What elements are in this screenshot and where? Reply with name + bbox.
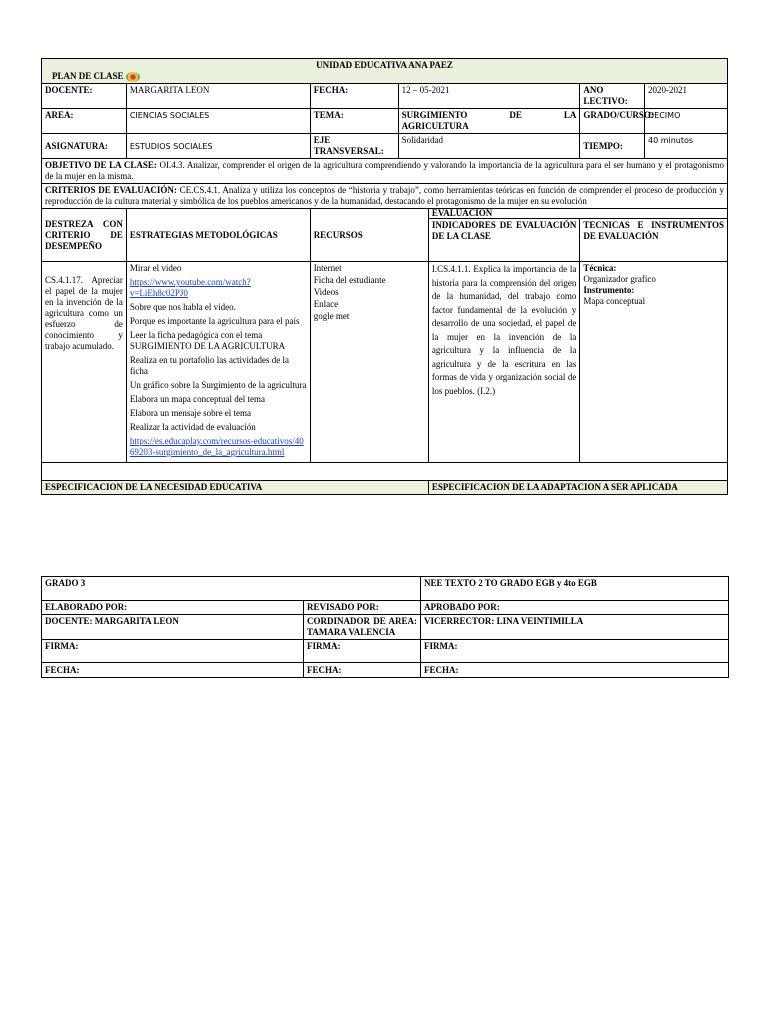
ano-value: 2020-2021	[645, 84, 728, 109]
coordinador-signature: CORDINADOR DE AREA: TAMARA VALENCIA	[304, 615, 421, 640]
header-row	[42, 59, 728, 84]
firma-coordinador: FIRMA:	[304, 640, 421, 663]
instrumento-label: Instrumento:	[583, 285, 635, 295]
firma-docente: FIRMA:	[42, 640, 304, 663]
criterios-text: CE.CS.4.1. Analiza y utiliza los conceptos de “historia y trabajo”, como herramientas teóricas en función de comprender el proceso de producción y reproducción de la cultura material y simbólica de los pueblos americanos y de la humanidad, destacando el protagonismo de la mujer en su evolución	[45, 185, 724, 206]
youtube-link[interactable]: https://www.youtube.com/watch?v=LiEh8c02PJ0	[129, 277, 251, 298]
instrumento-value: Mapa conceptual	[583, 296, 646, 306]
estrategia-item: Mirar el video	[129, 263, 182, 273]
lesson-plan-table	[41, 58, 728, 495]
estrategia-item: Realiza en tu portafolio las actividades de la ficha	[129, 355, 290, 376]
fecha-coordinador: FECHA:	[304, 663, 421, 678]
col-destreza: DESTREZA CON CRITERIO DE DESEMPEÑO	[42, 209, 127, 262]
tema-label: TEMA:	[310, 109, 398, 134]
grado-label: GRADO/CURSO:	[580, 109, 645, 134]
fecha-docente: FECHA:	[42, 663, 304, 678]
recurso-item: gogle met	[313, 311, 350, 321]
school-seal-icon	[126, 72, 140, 82]
eje-value: Solidaridad	[398, 134, 580, 159]
col-indicadores: INDICADORES DE EVALUACIÓN DE LA CLASE	[428, 219, 580, 262]
estrategia-item: Elabora un mapa conceptual del tema	[129, 394, 266, 404]
institution-name: UNIDAD EDUCATIVA ANA PAEZ	[316, 60, 453, 70]
recurso-item: Enlace	[313, 299, 339, 309]
adaptacion-aplicada: ESPECIFICACION DE LA ADAPTACION A SER APLICADA	[428, 481, 727, 495]
recurso-item: Internet	[313, 263, 342, 273]
estrategia-item: Sobre que nos habla el video.	[129, 302, 236, 312]
elaborado-por: ELABORADO POR:	[42, 601, 304, 615]
fecha-label: FECHA:	[310, 84, 398, 109]
estrategia-item: Un gráfico sobre la Surgimiento de la agricultura	[129, 380, 307, 390]
col-tecnicas: TECNICAS E INSTRUMENTOS DE EVALUACIÓN	[580, 219, 728, 262]
criterios-row	[42, 184, 728, 209]
docente-value: MARGARITA LEON	[126, 84, 310, 109]
objetivo-label: OBJETIVO DE LA CLASE:	[45, 160, 157, 170]
grado-cell: GRADO 3	[42, 577, 421, 601]
plan-label: PLAN DE CLASE	[52, 71, 124, 81]
estrategia-item: Realizar la actividad de evaluación	[129, 422, 256, 432]
tecnica-label: Técnica:	[583, 263, 617, 273]
objetivo-text: OI.4.3. Analizar, comprender el origen de la agricultura comprendiendo y valorando la importancia de la agricultura para el ser humano y el protagonismo de la mujer en la misma.	[45, 160, 724, 181]
necesidad-educativa: ESPECIFICACION DE LA NECESIDAD EDUCATIVA	[42, 481, 429, 495]
tiempo-label: TIEMPO:	[580, 134, 645, 159]
criterios-label: CRITERIOS DE EVALUACIÓN:	[45, 185, 177, 195]
fecha-value: 12 – 05-2021	[398, 84, 580, 109]
objetivo-row	[42, 159, 728, 184]
col-evaluacion: EVALUACION	[428, 209, 727, 219]
recurso-item: Ficha del estudiante	[313, 275, 386, 285]
grado-value: DECIMO	[645, 109, 728, 134]
area-value: CIENCIAS SOCIALES	[126, 109, 310, 134]
tiempo-value: 40 minutos	[645, 134, 728, 159]
estrategia-item: Leer la ficha pedagógica con el tema SURGIMIENTO DE LA AGRICULTURA	[129, 330, 286, 351]
ano-label: ANO LECTIVO:	[580, 84, 645, 109]
signatures-table	[41, 576, 729, 678]
nee-cell: NEE TEXTO 2 TO GRADO EGB y 4to EGB	[421, 577, 729, 601]
asignatura-value: ESTUDIOS SOCIALES	[126, 134, 310, 159]
docente-signature: DOCENTE: MARGARITA LEON	[42, 615, 304, 640]
tema-value: SURGIMIENTO DE LA AGRICULTURA	[398, 109, 580, 134]
fecha-vicerrector: FECHA:	[421, 663, 729, 678]
estrategias-cell	[126, 262, 310, 463]
tecnicas-cell	[580, 262, 728, 463]
indicador-cell: I.CS.4.1.1. Explica la importancia de la historia para la comprensión del origen de la humanidad, del trabajo como factor fundamental de la evolución y desarrollo de una sociedad, el papel de la mujer en la invención de la agricultura y la influencia de la agricultura y de la escritura en las formas de vida y organización social de los pueblos. (I.2.)	[428, 262, 580, 463]
estrategia-item: Porque es importante la agricultura para el país	[129, 316, 300, 326]
aprobado-por: APROBADO POR:	[421, 601, 729, 615]
destreza-cell: CS.4.1.17. Apreciar el papel de la mujer en la invención de la agricultura como un esfuerzo de conocimiento y trabajo acumulado.	[42, 262, 127, 463]
area-label: AREA:	[42, 109, 127, 134]
asignatura-label: ASIGNATURA:	[42, 134, 127, 159]
eje-label: EJE TRANSVERSAL:	[310, 134, 398, 159]
recursos-cell	[310, 262, 428, 463]
estrategia-item: Elabora un mensaje sobre el tema	[129, 408, 252, 418]
tecnica-value: Organizador grafico	[583, 274, 656, 284]
educaplay-link[interactable]: https://es.educaplay.com/recursos-educativos/4069203-surgimiento_de_la_agricultura.html	[129, 436, 304, 457]
docente-label: DOCENTE:	[42, 84, 127, 109]
col-estrategias: ESTRATEGIAS METODOLÓGICAS	[126, 209, 310, 262]
revisado-por: REVISADO POR:	[304, 601, 421, 615]
empty-row	[42, 463, 728, 481]
col-recursos: RECURSOS	[310, 209, 428, 262]
recurso-item: Videos	[313, 287, 339, 297]
firma-vicerrector: FIRMA:	[421, 640, 729, 663]
vicerrector-signature: VICERRECTOR: LINA VEINTIMILLA	[421, 615, 729, 640]
